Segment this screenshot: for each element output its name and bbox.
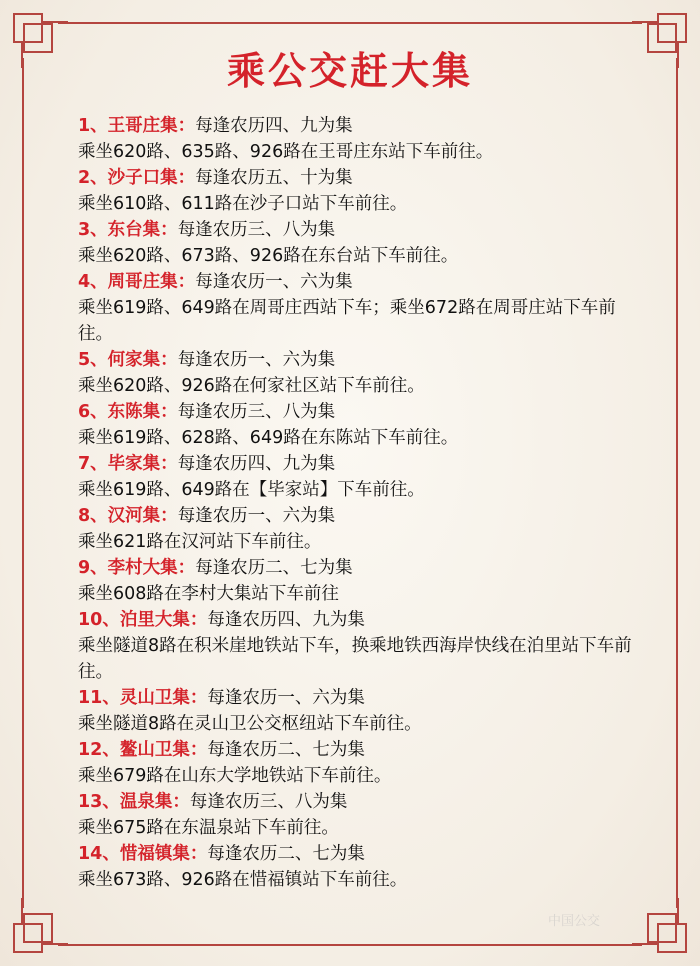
market-schedule: 每逢农历二、七为集 bbox=[207, 740, 365, 760]
market-route: 乘坐隧道8路在灵山卫公交枢纽站下车前往。 bbox=[78, 714, 422, 734]
market-name: 2、沙子口集： bbox=[78, 168, 196, 188]
market-route: 乘坐679路在山东大学地铁站下车前往。 bbox=[78, 766, 392, 786]
market-route: 乘坐620路、635路、926路在王哥庄东站下车前往。 bbox=[78, 142, 494, 162]
frame-bottom-border bbox=[58, 944, 642, 946]
market-route: 乘坐673路、926路在惜福镇站下车前往。 bbox=[78, 870, 408, 890]
market-name: 13、温泉集： bbox=[78, 792, 190, 812]
market-schedule: 每逢农历一、六为集 bbox=[195, 272, 353, 292]
market-route: 乘坐620路、926路在何家社区站下车前往。 bbox=[78, 376, 425, 396]
market-schedule: 每逢农历三、八为集 bbox=[177, 402, 336, 422]
market-schedule: 每逢农历一、六为集 bbox=[177, 506, 336, 526]
market-schedule: 每逢农历一、六为集 bbox=[207, 688, 365, 708]
list-item bbox=[78, 451, 638, 503]
list-item bbox=[78, 503, 638, 555]
market-name: 10、泊里大集： bbox=[78, 610, 208, 630]
market-name: 3、东台集： bbox=[78, 220, 178, 240]
market-schedule: 每逢农历四、九为集 bbox=[195, 116, 353, 136]
list-item bbox=[78, 607, 638, 685]
market-schedule: 每逢农历三、八为集 bbox=[189, 792, 348, 812]
page-title: 乘公交赶大集 bbox=[226, 49, 473, 93]
market-list bbox=[78, 113, 638, 893]
market-name: 6、东陈集： bbox=[78, 402, 178, 422]
market-route: 乘坐608路在李村大集站下车前往 bbox=[78, 584, 339, 604]
frame-top-border bbox=[58, 22, 642, 24]
market-schedule: 每逢农历四、九为集 bbox=[207, 610, 365, 630]
list-item bbox=[78, 113, 638, 165]
market-name: 7、毕家集： bbox=[78, 454, 178, 474]
watermark: 中国公交 bbox=[548, 914, 601, 929]
market-name: 8、汉河集： bbox=[78, 506, 178, 526]
market-schedule: 每逢农历二、七为集 bbox=[195, 558, 353, 578]
corner-ornament-bottom-left bbox=[8, 898, 68, 958]
market-route: 乘坐619路、628路、649路在东陈站下车前往。 bbox=[78, 428, 459, 448]
market-name: 4、周哥庄集： bbox=[78, 272, 196, 292]
market-name: 14、惜福镇集： bbox=[78, 844, 208, 864]
market-name: 12、鳌山卫集： bbox=[78, 740, 208, 760]
market-schedule: 每逢农历三、八为集 bbox=[177, 220, 336, 240]
market-schedule: 每逢农历五、十为集 bbox=[195, 168, 353, 188]
list-item bbox=[78, 269, 638, 347]
market-name: 11、灵山卫集： bbox=[78, 688, 208, 708]
list-item bbox=[78, 165, 638, 217]
market-schedule: 每逢农历四、九为集 bbox=[177, 454, 336, 474]
market-schedule: 每逢农历二、七为集 bbox=[207, 844, 365, 864]
market-route: 乘坐675路在东温泉站下车前往。 bbox=[78, 818, 339, 838]
frame-right-border bbox=[676, 58, 678, 908]
market-route: 乘坐隧道8路在积米崖地铁站下车，换乘地铁西海岸快线在泊里站下车前往。 bbox=[78, 636, 632, 682]
list-item bbox=[78, 555, 638, 607]
list-item bbox=[78, 217, 638, 269]
market-route: 乘坐619路、649路在周哥庄西站下车；乘坐672路在周哥庄站下车前往。 bbox=[78, 298, 616, 344]
list-item bbox=[78, 737, 638, 789]
list-item bbox=[78, 789, 638, 841]
market-route: 乘坐621路在汉河站下车前往。 bbox=[78, 532, 322, 552]
list-item bbox=[78, 841, 638, 893]
market-route: 乘坐619路、649路在【毕家站】下车前往。 bbox=[78, 480, 425, 500]
market-name: 1、王哥庄集： bbox=[78, 116, 196, 136]
list-item bbox=[78, 685, 638, 737]
market-route: 乘坐610路、611路在沙子口站下车前往。 bbox=[78, 194, 408, 214]
list-item bbox=[78, 399, 638, 451]
market-route: 乘坐620路、673路、926路在东台站下车前往。 bbox=[78, 246, 459, 266]
market-schedule: 每逢农历一、六为集 bbox=[177, 350, 336, 370]
frame-left-border bbox=[22, 58, 24, 908]
list-item bbox=[78, 347, 638, 399]
market-name: 5、何家集： bbox=[78, 350, 178, 370]
market-name: 9、李村大集： bbox=[78, 558, 196, 578]
